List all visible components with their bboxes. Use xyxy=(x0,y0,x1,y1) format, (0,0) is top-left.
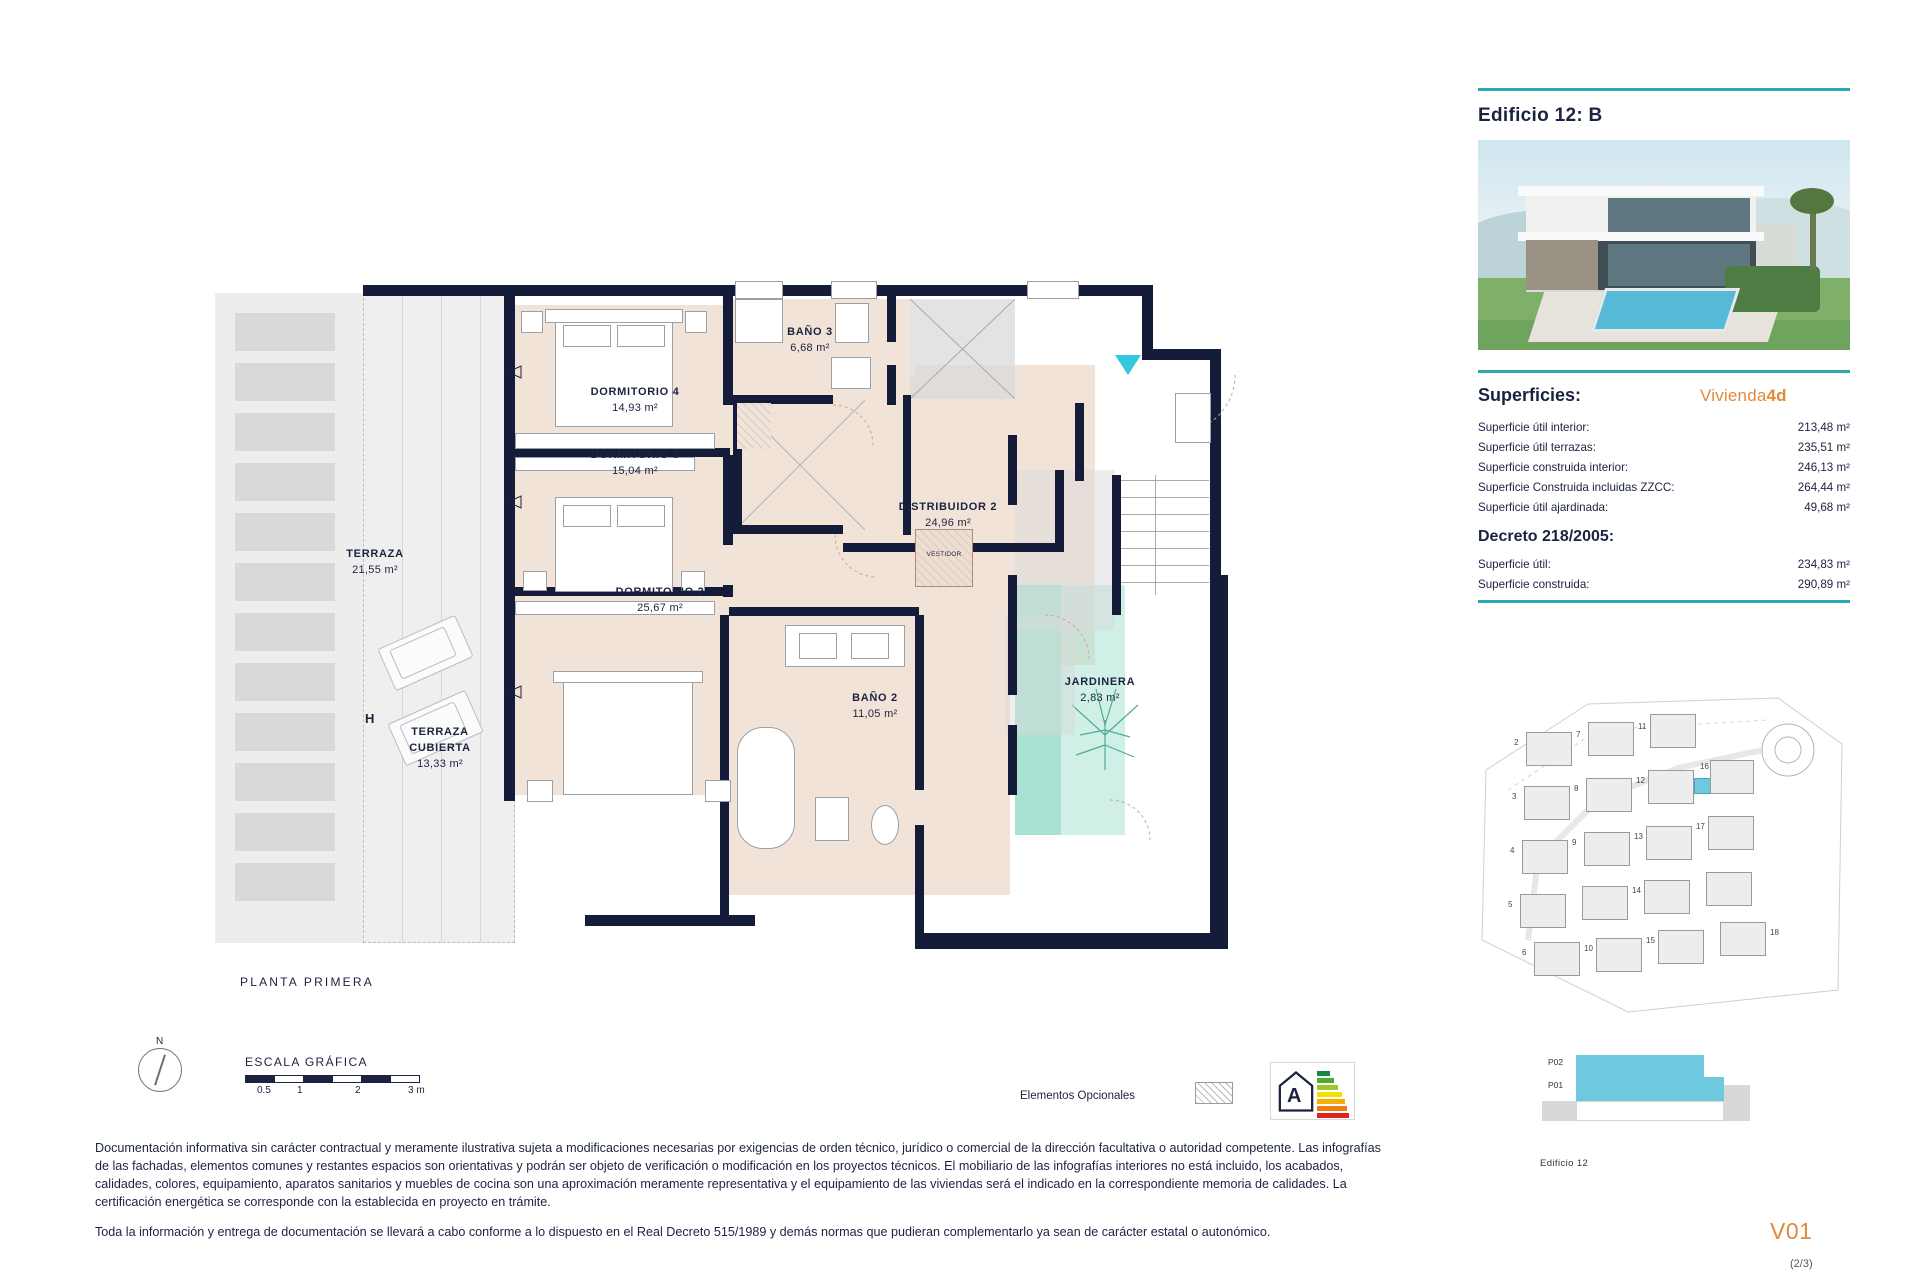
wall-left-upper xyxy=(363,285,374,295)
building-section-diagram xyxy=(1530,1055,1790,1135)
divider-bottom xyxy=(1478,600,1850,603)
sink-bano3 xyxy=(831,357,871,389)
bed-dorm2-headboard xyxy=(553,671,703,683)
bed-dorm2 xyxy=(563,677,693,795)
table-row xyxy=(1478,438,1850,458)
section-caption: Edificio 12 xyxy=(1540,1158,1589,1169)
sliding-arrow-3 xyxy=(507,685,523,699)
plot-block xyxy=(1710,760,1754,794)
decreto-title: Decreto 218/2005: xyxy=(1478,528,1615,545)
plot-number: 7 xyxy=(1576,730,1581,739)
vivienda-prefix: Vivienda xyxy=(1700,386,1767,405)
wc-bano2 xyxy=(815,797,849,841)
room-name: DISTRIBUIDOR 2 xyxy=(898,501,998,513)
plot-number: 10 xyxy=(1584,944,1593,953)
section-level-p01: P01 xyxy=(1548,1080,1564,1090)
nightstand-dorm2-r xyxy=(705,780,731,802)
decreto-value: 290,89 m² xyxy=(1797,577,1850,591)
room-label-bano3 xyxy=(745,325,875,357)
plot-block xyxy=(1520,894,1566,928)
surfaces-table xyxy=(1478,418,1850,518)
nightstand-dorm4-r xyxy=(685,311,707,333)
compass-north-label: N xyxy=(156,1036,164,1047)
pillow-dorm4-2 xyxy=(617,325,665,347)
divider-surfaces xyxy=(1478,370,1850,373)
nightstand-dorm4-l xyxy=(521,311,543,333)
room-name: DORMITORIO 3 xyxy=(590,449,680,461)
room-label-dormitorio4 xyxy=(560,385,710,417)
window-top-2 xyxy=(831,281,877,299)
sliding-arrow-1 xyxy=(507,365,523,379)
room-area: 15,04 m² xyxy=(612,464,658,477)
direction-arrow-icon xyxy=(1113,353,1143,377)
section-level-p02: P02 xyxy=(1548,1057,1564,1067)
energy-bars xyxy=(1317,1071,1349,1120)
decreto-value: 234,83 m² xyxy=(1797,558,1850,571)
disclaimer-paragraph-2: Toda la información y entrega de documentación se llevará a cabo conforme a lo dispuesto en el Real Decreto 515/1989 y demás normas que pudieran complementarlo ya sean de carácter estatal o autonómico. xyxy=(95,1224,1271,1239)
surfaces-title: Superficies: xyxy=(1478,385,1582,405)
pillow-dorm3-1 xyxy=(563,505,611,527)
plot-number: 4 xyxy=(1510,846,1515,855)
room-name: BAÑO 2 xyxy=(852,692,898,704)
covered-terrace-surface xyxy=(363,293,515,943)
room-name: DORMITORIO 2 xyxy=(615,586,705,598)
plot-block xyxy=(1526,732,1572,766)
table-row xyxy=(1478,458,1850,478)
section-band-p01-white xyxy=(1576,1101,1724,1121)
plot-number: 9 xyxy=(1572,838,1577,847)
plot-number: 5 xyxy=(1508,900,1513,909)
wall-bedroom-left xyxy=(504,285,515,575)
plot-number: 2 xyxy=(1514,738,1519,747)
plot-number: 17 xyxy=(1696,822,1705,831)
section-band-right xyxy=(1724,1085,1750,1121)
room-name: DORMITORIO 4 xyxy=(590,386,680,398)
plot-block xyxy=(1720,922,1766,956)
plot-block xyxy=(1708,816,1754,850)
room-area: 25,67 m² xyxy=(637,601,683,614)
surface-label: Superficie útil interior: xyxy=(1478,421,1590,434)
room-name-line2: CUBIERTA xyxy=(409,741,471,754)
nightstand-dorm3-l xyxy=(523,571,547,591)
plot-block xyxy=(1644,880,1690,914)
compass xyxy=(130,1036,190,1100)
plot-block xyxy=(1588,722,1634,756)
table-row xyxy=(1478,478,1850,498)
energy-letter: A xyxy=(1287,1085,1302,1107)
divider-top xyxy=(1478,88,1850,91)
surface-value: 235,51 m² xyxy=(1797,440,1850,454)
plot-block xyxy=(1706,872,1752,906)
plot-block xyxy=(1646,826,1692,860)
plot-number: 13 xyxy=(1634,832,1643,841)
plot-number: 11 xyxy=(1638,722,1647,731)
bidet-bano2 xyxy=(871,805,899,845)
pillow-dorm3-2 xyxy=(617,505,665,527)
surface-label: Superficie útil ajardinada: xyxy=(1478,500,1609,514)
room-label-bano2 xyxy=(805,691,945,723)
surface-value: 246,13 m² xyxy=(1797,460,1850,474)
scale-ticks xyxy=(245,1085,445,1099)
building-render-image xyxy=(1478,140,1850,350)
scale-tick-3: 3 m xyxy=(408,1085,425,1096)
page-number: (2/3) xyxy=(1790,1258,1813,1270)
plot-number: 6 xyxy=(1522,948,1527,957)
room-name: BAÑO 3 xyxy=(787,326,833,338)
section-band-pb xyxy=(1542,1101,1576,1121)
marker-h xyxy=(360,710,380,729)
scale-tick-0: 0.5 xyxy=(257,1085,271,1096)
table-row xyxy=(1478,575,1850,595)
scale-tick-1: 1 xyxy=(297,1085,303,1096)
room-area: 13,33 m² xyxy=(417,757,463,770)
room-label-jardinera xyxy=(1030,675,1170,707)
decreto-label: Superficie construida: xyxy=(1478,577,1590,591)
shower-tray-bano3 xyxy=(737,403,771,449)
plot-block xyxy=(1582,886,1628,920)
room-label-distribuidor2 xyxy=(863,500,1033,532)
scale-title: ESCALA GRÁFICA xyxy=(245,1055,368,1069)
plan-title: PLANTA PRIMERA xyxy=(240,975,374,989)
table-row xyxy=(1478,555,1850,575)
window-top-1 xyxy=(735,281,783,299)
window-right xyxy=(1175,393,1211,443)
bathtub-bano2 xyxy=(737,727,795,849)
room-name: TERRAZA xyxy=(346,548,404,560)
plot-number: 12 xyxy=(1636,776,1645,785)
scale-bar xyxy=(245,1075,420,1083)
vestidor-text: VESTIDOR xyxy=(926,551,962,558)
plot-block xyxy=(1648,770,1694,804)
floorplan-drawing xyxy=(215,285,1320,950)
surface-value: 264,44 m² xyxy=(1797,480,1850,494)
marker-h-text: H xyxy=(364,711,376,726)
wall-terrace-div xyxy=(504,785,515,801)
door-swing-set xyxy=(715,285,1275,945)
disclaimer-paragraph-1: Documentación informativa sin carácter contractual y meramente ilustrativa sujeta a modificaciones necesarias por exigencias de orden técnico, jurídico o comercial de la dirección facultativa o autoridad competente. Las infografías de las fachadas, elementos comunes y restantes espacios son orientativas y podrán ser objeto de verificación o modificación en los proyectos técnicos. El mobiliario de las infografías interiores no está incluido, los acabados, calidades, colores, equipamiento, aparatos sanitarios y muebles de cocina son una aproximación meramente representativa y el equipamiento de las viviendas será el indicado en la correspondiente memoria de calidades. La certificación energética se corresponde con la establecida en proyecto en trámite. xyxy=(95,1141,1381,1209)
surface-label: Superficie útil terrazas: xyxy=(1478,440,1596,454)
room-label-terraza-cubierta xyxy=(370,725,510,773)
room-label-dormitorio2 xyxy=(560,585,760,617)
vivienda-type xyxy=(1700,386,1787,406)
scale-tick-2: 2 xyxy=(355,1085,361,1096)
sliding-arrow-2 xyxy=(507,495,523,509)
disclaimer xyxy=(95,1140,1395,1253)
plot-block xyxy=(1658,930,1704,964)
graphic-scale xyxy=(245,1055,435,1099)
room-name-line1: TERRAZA xyxy=(411,726,469,738)
vivienda-code: 4d xyxy=(1766,386,1787,405)
plot-number: 8 xyxy=(1574,784,1579,793)
nightstand-dorm2-l xyxy=(527,780,553,802)
plot-block xyxy=(1586,778,1632,812)
energy-rating-badge xyxy=(1270,1062,1355,1120)
terrace-slats xyxy=(235,313,335,933)
optional-elements-label: Elementos Opcionales xyxy=(1020,1090,1136,1102)
decreto-label: Superficie útil: xyxy=(1478,558,1551,571)
surface-label: Superficie construida interior: xyxy=(1478,460,1629,474)
bed-dorm4-headboard xyxy=(545,309,683,323)
plot-block xyxy=(1584,832,1630,866)
room-area: 14,93 m² xyxy=(612,401,658,414)
room-area: 21,55 m² xyxy=(352,563,398,576)
sink-bano2-2 xyxy=(851,633,889,659)
room-label-terraza xyxy=(315,547,435,579)
plot-block xyxy=(1522,840,1568,874)
room-area: 2,83 m² xyxy=(1080,691,1120,704)
surface-value: 213,48 m² xyxy=(1797,421,1850,434)
pillow-dorm4-1 xyxy=(563,325,611,347)
surface-label: Superficie Construida incluidas ZZCC: xyxy=(1478,480,1675,494)
sink-bano2-1 xyxy=(799,633,837,659)
plot-block xyxy=(1650,714,1696,748)
plot-number: 3 xyxy=(1512,792,1517,801)
optional-elements-swatch xyxy=(1195,1082,1233,1104)
vestidor-label xyxy=(913,550,975,559)
room-area: 11,05 m² xyxy=(852,707,898,720)
plot-block xyxy=(1524,786,1570,820)
plot-number: 15 xyxy=(1646,936,1655,945)
plot-number: 18 xyxy=(1770,928,1779,937)
decreto-table xyxy=(1478,555,1850,595)
room-name: JARDINERA xyxy=(1064,676,1136,688)
room-area: 6,68 m² xyxy=(790,341,830,354)
plot-block xyxy=(1596,938,1642,972)
plot-block xyxy=(1534,942,1580,976)
site-map xyxy=(1478,690,1850,1020)
surface-value: 49,68 m² xyxy=(1804,500,1850,514)
table-row xyxy=(1478,418,1850,438)
building-title: Edificio 12: B xyxy=(1478,105,1603,126)
wardrobe-dorm4 xyxy=(515,433,715,449)
section-band-p01 xyxy=(1576,1077,1724,1101)
window-top-3 xyxy=(1027,281,1079,299)
version-label: V01 xyxy=(1770,1218,1813,1244)
section-band-p02 xyxy=(1576,1055,1704,1077)
room-area: 24,96 m² xyxy=(925,516,971,529)
plot-number: 16 xyxy=(1700,762,1709,771)
room-label-dormitorio3 xyxy=(560,448,710,480)
plot-number: 14 xyxy=(1632,886,1641,895)
table-row xyxy=(1478,498,1850,518)
